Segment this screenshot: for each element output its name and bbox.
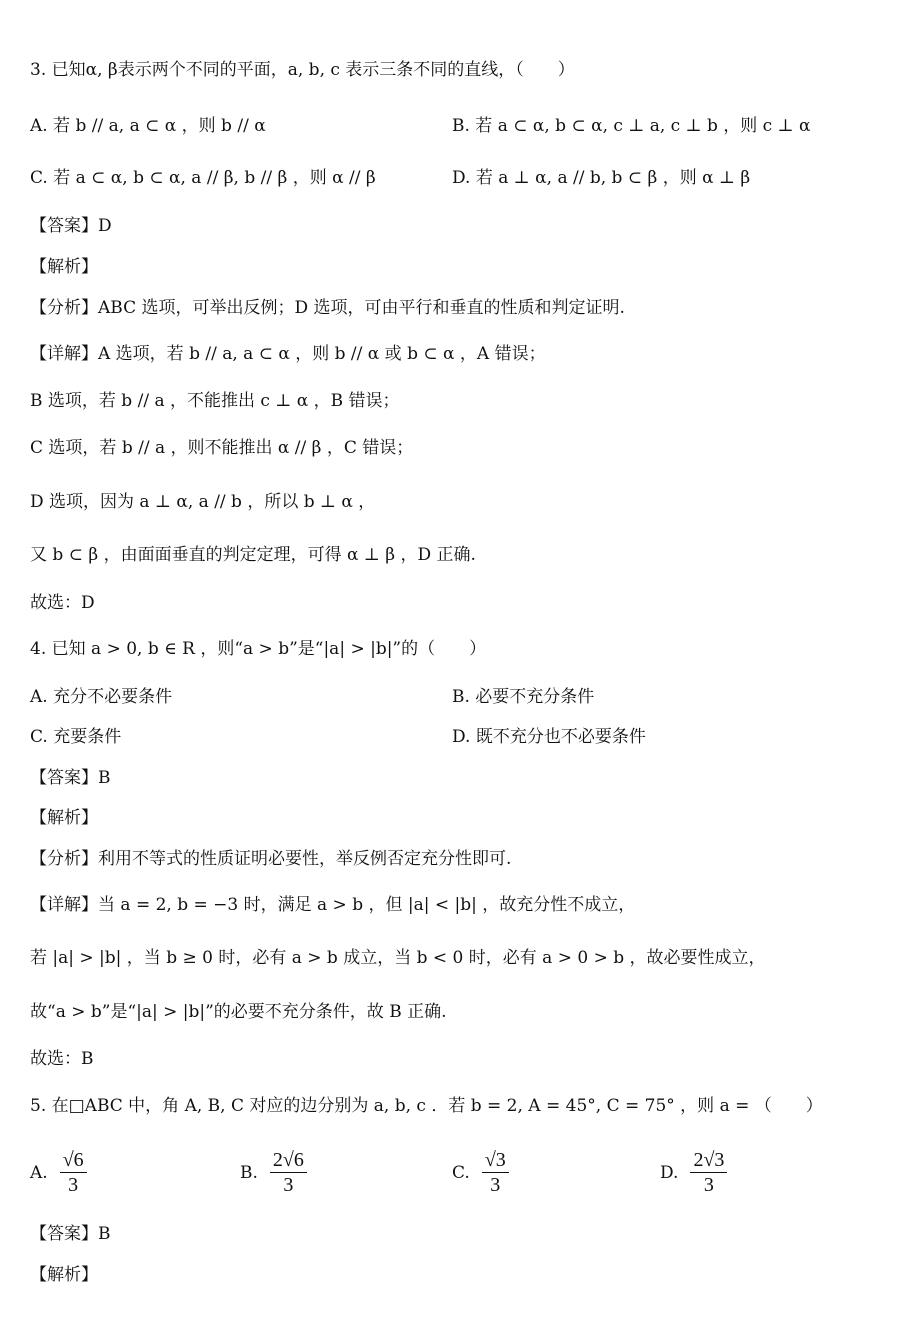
q5-option-a-label: A. [30, 1162, 48, 1183]
q5-option-a-numerator: √6 [60, 1148, 87, 1173]
q4-option-d: D. 既不充分也不必要条件 [452, 727, 646, 747]
q3-detail-2: B 选项，若 b // a ，不能推出 c ⊥ α ，B 错误； [30, 391, 400, 411]
q5-option-c-numerator: √3 [482, 1148, 509, 1173]
q3-option-c: C. 若 a ⊂ α, b ⊂ α, a // β, b // β ，则 α // β [30, 168, 376, 188]
q5-option-b-label: B. [240, 1162, 258, 1183]
q5-option-d-fraction [690, 1148, 727, 1197]
q5-option-a-denominator: 3 [68, 1174, 79, 1196]
q5-stem: 5. 在□ABC 中，角 A, B, C 对应的边分别为 a, b, c ．若 b = 2, A = 45°, C = 75° ，则 a = （ ） [30, 1096, 823, 1116]
q4-option-a: A. 充分不必要条件 [30, 687, 173, 707]
q3-option-b: B. 若 a ⊂ α, b ⊂ α, c ⊥ a, c ⊥ b ，则 c ⊥ α [452, 116, 811, 136]
q3-detail-5: 又 b ⊂ β ，由面面垂直的判定定理，可得 α ⊥ β ，D 正确. [30, 545, 476, 565]
q3-detail-3: C 选项，若 b // a ，则不能推出 α // β ，C 错误； [30, 438, 414, 458]
q5-option-a-fraction [60, 1148, 87, 1197]
q5-option-d-numerator: 2√3 [690, 1148, 727, 1173]
q4-option-b: B. 必要不充分条件 [452, 687, 595, 707]
q5-option-c-label: C. [452, 1162, 470, 1183]
q5-answer: 【答案】B [30, 1224, 111, 1244]
q3-stem: 3. 已知α, β表示两个不同的平面，a, b, c 表示三条不同的直线，（ ） [30, 60, 575, 80]
q4-choose: 故选：B [30, 1049, 94, 1069]
q3-option-d: D. 若 a ⊥ α, a // b, b ⊂ β ，则 α ⊥ β [452, 168, 751, 188]
q5-option-c-denominator: 3 [490, 1174, 501, 1196]
q5-analysis-title: 【解析】 [30, 1265, 98, 1285]
q4-detail-1: 【详解】当 a = 2, b = −3 时，满足 a > b ，但 |a| < |b| ，故充分性不成立， [30, 895, 636, 915]
q5-option-d-denominator: 3 [703, 1174, 714, 1196]
q4-detail-2: 若 |a| > |b| ，当 b ≥ 0 时，必有 a > b 成立，当 b < 0 时，必有 a > 0 > b ，故必要性成立， [30, 948, 766, 968]
q5-option-d [660, 1148, 727, 1208]
q5-option-b-fraction [270, 1148, 307, 1197]
q4-detail-3: 故“a > b”是“|a| > |b|”的必要不充分条件，故 B 正确. [30, 1002, 447, 1022]
q4-analysis: 【分析】利用不等式的性质证明必要性，举反例否定充分性即可. [30, 849, 512, 869]
q5-option-d-label: D. [660, 1162, 679, 1183]
q3-detail-4: D 选项，因为 a ⊥ α, a // b ，所以 b ⊥ α ， [30, 492, 376, 512]
q5-option-c [452, 1148, 509, 1208]
q4-answer: 【答案】B [30, 768, 111, 788]
q4-stem: 4. 已知 a > 0, b ∈ R ，则“a > b”是“|a| > |b|”的（ ） [30, 639, 487, 659]
q3-analysis-title: 【解析】 [30, 257, 98, 277]
q3-option-a: A. 若 b // a, a ⊂ α ，则 b // α [30, 116, 266, 136]
q3-analysis: 【分析】ABC 选项，可举出反例；D 选项，可由平行和垂直的性质和判定证明. [30, 298, 625, 318]
q5-option-b-denominator: 3 [283, 1174, 294, 1196]
q5-option-c-fraction [482, 1148, 509, 1197]
q3-choose: 故选：D [30, 593, 95, 613]
q5-option-a [30, 1148, 87, 1208]
q5-option-b-numerator: 2√6 [270, 1148, 307, 1173]
q4-analysis-title: 【解析】 [30, 808, 98, 828]
q3-answer: 【答案】D [30, 216, 112, 236]
q4-option-c: C. 充要条件 [30, 727, 122, 747]
q3-detail-1: 【详解】A 选项，若 b // a, a ⊂ α ，则 b // α 或 b ⊂ α ，A 错误； [30, 344, 546, 364]
q5-option-b [240, 1148, 307, 1208]
